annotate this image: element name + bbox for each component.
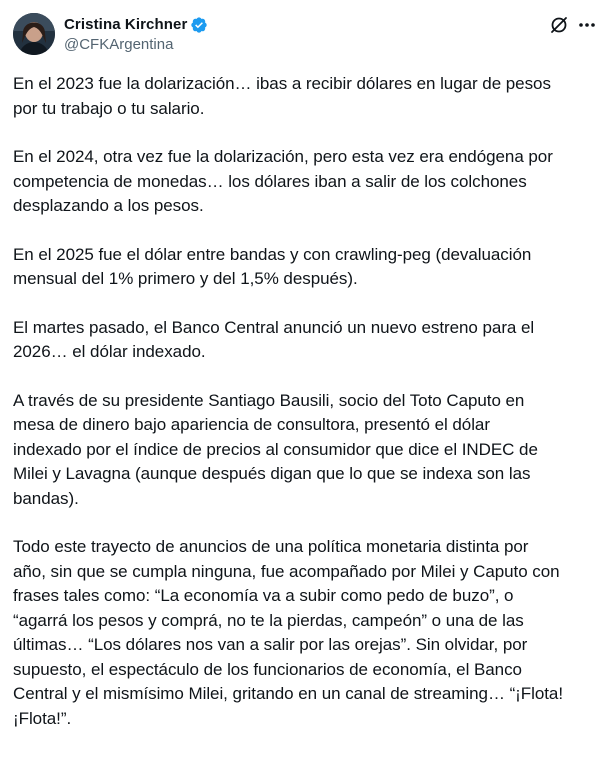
- tweet-paragraph: A través de su presidente Santiago Bausili, socio del Toto Caputo en mesa de dinero bajo apariencia de consultora, presentó el dólar indexado por el índice de precios al consumidor que dice el INDEC de Milei y Lavagna (aunque después digan que lo que se indexa son las bandas).: [13, 390, 538, 508]
- tweet-text: [13, 72, 599, 731]
- grok-icon[interactable]: [549, 15, 569, 35]
- author-handle[interactable]: @CFKArgentina: [64, 36, 174, 53]
- more-dots-icon[interactable]: [577, 15, 597, 35]
- tweet-paragraph: En el 2025 fue el dólar entre bandas y con crawling-peg (devaluación mensual del 1% primero y del 1,5% después).: [13, 244, 532, 288]
- tweet-paragraph: En el 2024, otra vez fue la dolarización, pero esta vez era endógena por competencia de monedas… los dólares iban a salir de los colchones desplazando a los pesos.: [13, 147, 553, 215]
- verified-badge-icon: [190, 16, 208, 34]
- avatar[interactable]: [13, 13, 55, 55]
- tweet-paragraph: En el 2023 fue la dolarización… ibas a recibir dólares en lugar de pesos por tu trabajo o tu salario.: [13, 74, 551, 118]
- tweet-paragraph: El martes pasado, el Banco Central anunció un nuevo estreno para el 2026… el dólar indexado.: [13, 317, 535, 361]
- author-block: [64, 15, 208, 53]
- tweet-header: [13, 13, 597, 57]
- author-name[interactable]: Cristina Kirchner: [64, 16, 188, 33]
- tweet-paragraph: Todo este trayecto de anuncios de una política monetaria distinta por año, sin que se cumpla ninguna, fue acompañado por Milei y Caputo con frases tales como: “La economía va a subir como pedo de buzo”, o “agarrá los pesos y comprá, no te la pierdas, campeón” o una de las últimas… “Los dólares nos van a salir por las orejas”. Sin olvidar, por supuesto, el espectáculo de los funcionarios de economía, el Banco Central y el mismísimo Milei, gritando en un canal de streaming… “¡Flota! ¡Flota!”.: [13, 537, 564, 728]
